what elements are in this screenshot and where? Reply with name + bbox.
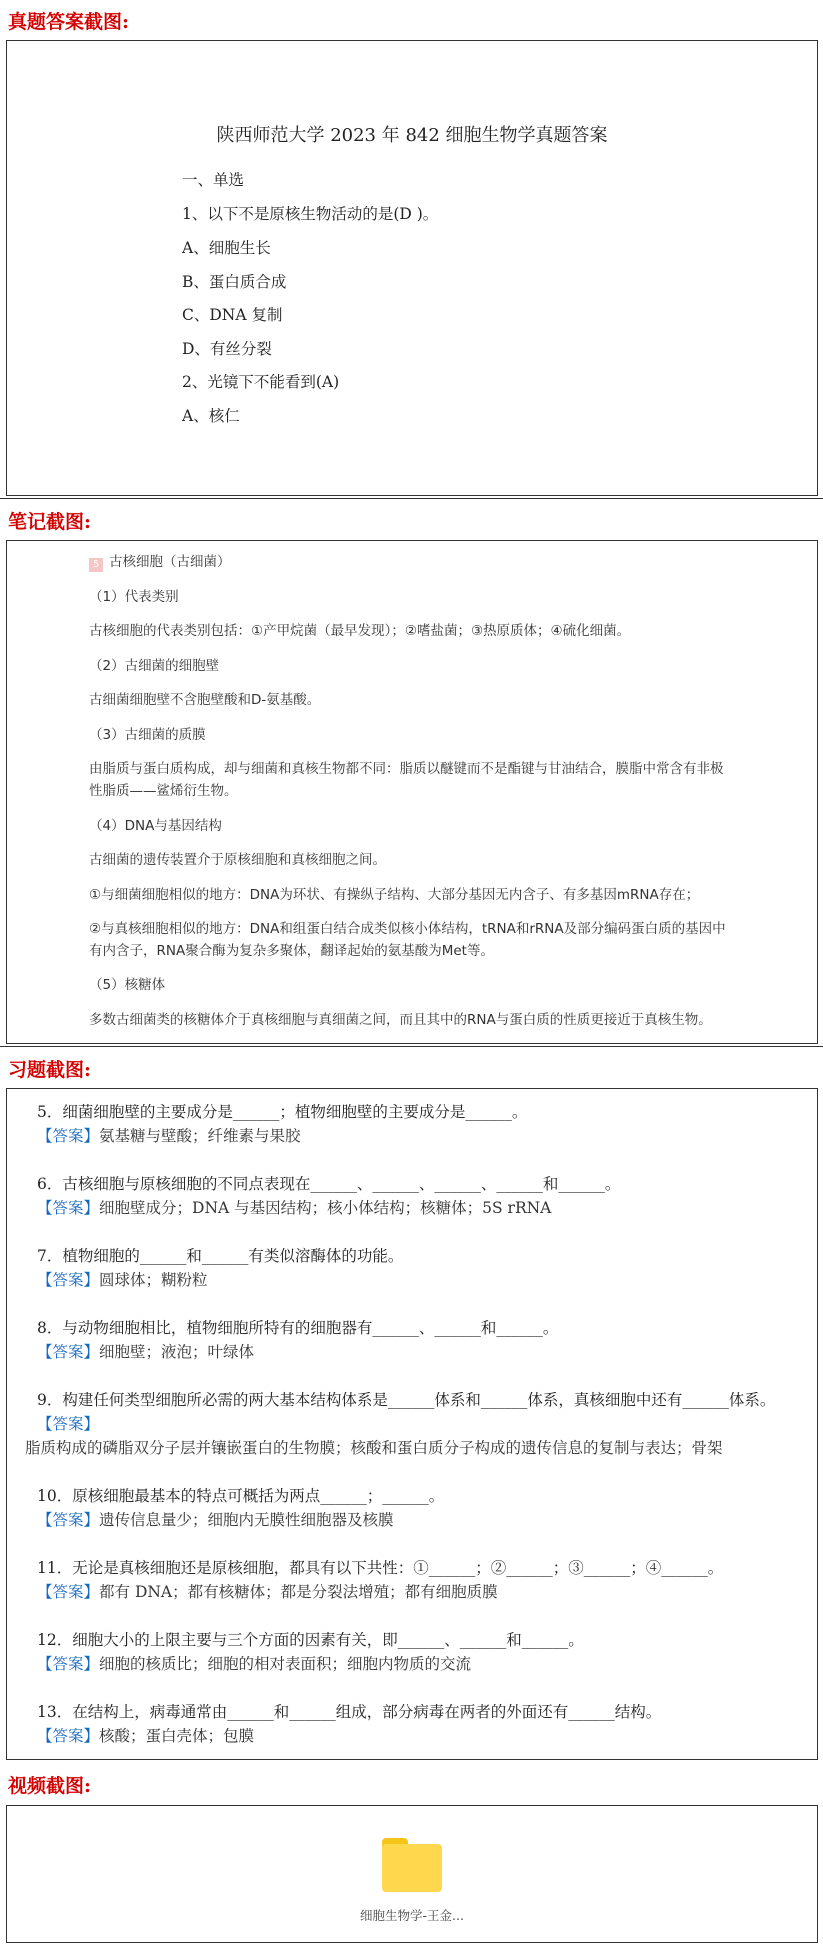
notes-heading-text: 古核细胞（古细菌）	[109, 554, 231, 570]
exercise-answer	[37, 1269, 817, 1291]
exercise-question: 7．植物细胞的______和______有类似溶酶体的功能。	[37, 1247, 404, 1265]
exam-line: B、蛋白质合成	[182, 273, 287, 291]
answer-tag: 【答案】	[37, 1271, 100, 1289]
exam-line: A、细胞生长	[182, 239, 271, 257]
exam-line: D、有丝分裂	[182, 340, 272, 358]
answer-tag: 【答案】	[37, 1655, 100, 1673]
exam-line: A、核仁	[182, 407, 240, 425]
notes-line: 古细菌细胞壁不含胞壁酸和D-氨基酸。	[89, 692, 321, 708]
answer-text: 细胞壁成分；DNA 与基因结构；核小体结构；核糖体；5S rRNA	[99, 1199, 552, 1217]
notes-line: 由脂质与蛋白质构成，却与细菌和真核生物都不同：脂质以醚键而不是酯键与甘油结合，膜脂中常含有非极性脂质——鲨烯衍生物。	[89, 761, 724, 799]
exercise-answer	[37, 1725, 817, 1747]
notes-badge: 5	[89, 558, 103, 572]
notes-line: 古核细胞的代表类别包括：①产甲烷菌（最早发现）；②嗜盐菌；③热原质体；④硫化细菌。	[89, 623, 631, 639]
exercise-answer	[37, 1581, 817, 1603]
notes-line: 多数古细菌类的核糖体介于真核细胞与真细菌之间，而且其中的RNA与蛋白质的性质更接近于真核生物。	[89, 1012, 712, 1028]
notes-heading	[89, 551, 729, 573]
notes-line: （2）古细菌的细胞壁	[89, 658, 220, 674]
section-title-notes: 笔记截图:	[8, 510, 92, 533]
notes-line: （5）核糖体	[89, 977, 166, 993]
folder-icon[interactable]	[382, 1838, 442, 1892]
exam-screenshot	[6, 40, 818, 496]
answer-tag: 【答案】	[37, 1343, 100, 1361]
answer-tag: 【答案】	[37, 1511, 100, 1529]
section-title-exercises: 习题截图:	[8, 1058, 92, 1081]
answer-tag: 【答案】	[37, 1127, 100, 1145]
exercise-answer	[37, 1341, 817, 1363]
exam-line: 2、光镜下不能看到(A)	[182, 373, 340, 391]
exercise-question: 13．在结构上，病毒通常由______和______组成，部分病毒在两者的外面还有______结构。	[37, 1703, 662, 1721]
notes-line: （4）DNA与基因结构	[89, 818, 222, 834]
answer-tag: 【答案】	[37, 1727, 100, 1745]
exercise-question: 10．原核细胞最基本的特点可概括为两点______；______。	[37, 1487, 445, 1505]
section-title-video: 视频截图:	[8, 1774, 92, 1797]
answer-text: 遗传信息量少；细胞内无膜性细胞器及核膜	[99, 1511, 394, 1529]
exam-line: 一、单选	[182, 171, 245, 189]
exercise-answer	[37, 1653, 817, 1675]
answer-text: 核酸；蛋白壳体；包膜	[99, 1727, 255, 1745]
section-title-exam: 真题答案截图:	[8, 10, 130, 33]
notes-line: 古细菌的遗传装置介于原核细胞和真核细胞之间。	[89, 852, 386, 868]
notes-line: ①与细菌细胞相似的地方：DNA为环状、有操纵子结构、大部分基因无内含子、有多基因mRNA存在；	[89, 887, 700, 903]
answer-tag: 【答案】	[37, 1415, 100, 1433]
video-screenshot	[6, 1805, 818, 1943]
notes-line: ②与真核细胞相似的地方：DNA和组蛋白结合成类似核小体结构，tRNA和rRNA及部分编码蛋白质的基因中有内含子，RNA聚合酶为复杂多聚体，翻译起始的氨基酸为Met等。	[89, 921, 726, 959]
exercise-question: 6．古核细胞与原核细胞的不同点表现在______、______、______、______和______。	[37, 1175, 621, 1193]
exam-doc-title: 陕西师范大学 2023 年 842 细胞生物学真题答案	[216, 125, 608, 146]
answer-text: 细胞壁；液泡；叶绿体	[99, 1343, 255, 1361]
exercise-answer	[37, 1413, 817, 1435]
notes-screenshot	[6, 540, 818, 1044]
exercise-question: 11．无论是真核细胞还是原核细胞，都具有以下共性：①______；②______；③______；④______。	[37, 1559, 724, 1577]
exercise-question: 12．细胞大小的上限主要与三个方面的因素有关，即______、______和______。	[37, 1631, 584, 1649]
exercise-answer	[37, 1197, 817, 1219]
exam-line: C、DNA 复制	[182, 306, 283, 324]
notes-line: （1）代表类别	[89, 589, 179, 605]
exercise-question: 8．与动物细胞相比，植物细胞所特有的细胞器有______、______和______。	[37, 1319, 559, 1337]
answer-text: 脂质构成的磷脂双分子层并镶嵌蛋白的生物膜；核酸和蛋白质分子构成的遗传信息的复制与表达；骨架	[25, 1439, 723, 1457]
answer-tag: 【答案】	[37, 1583, 100, 1601]
exercise-question: 5．细菌细胞壁的主要成分是______；植物细胞壁的主要成分是______。	[37, 1103, 528, 1121]
exercises-screenshot	[6, 1088, 818, 1760]
exercise-question: 9．构建任何类型细胞所必需的两大基本结构体系是______体系和______体系，真核细胞中还有______体系。	[37, 1391, 776, 1409]
answer-text: 细胞的核质比；细胞的相对表面积；细胞内物质的交流	[99, 1655, 472, 1673]
answer-tag: 【答案】	[37, 1199, 100, 1217]
exercise-answer	[37, 1509, 817, 1531]
folder-label[interactable]: 细胞生物学-王金...	[360, 1908, 464, 1923]
exam-line: 1、以下不是原核生物活动的是(D )。	[182, 205, 439, 223]
answer-text: 都有 DNA；都有核糖体；都是分裂法增殖；都有细胞质膜	[99, 1583, 498, 1601]
exercise-answer	[37, 1125, 817, 1147]
answer-text: 圆球体；糊粉粒	[99, 1271, 208, 1289]
answer-text: 氨基糖与壁酸；纤维素与果胶	[99, 1127, 301, 1145]
notes-line: （3）古细菌的质膜	[89, 727, 206, 743]
